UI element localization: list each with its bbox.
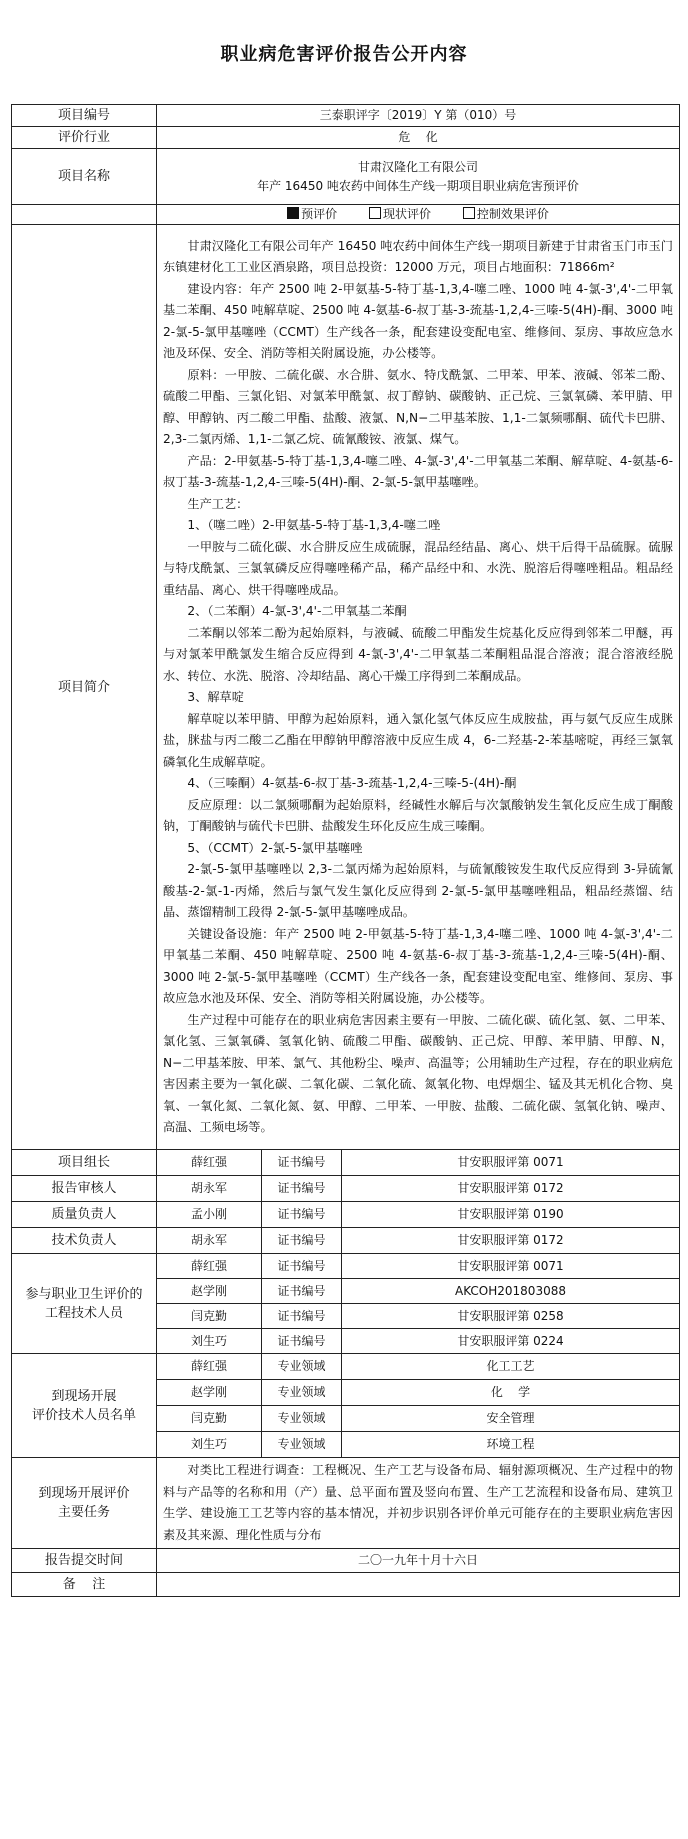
remarks-value [157,1573,680,1597]
cert-label: 证书编号 [262,1254,342,1279]
tech-name: 胡永军 [157,1228,262,1254]
industry-value: 危 化 [157,127,680,149]
participant-cert: AKCOH201803088 [342,1279,680,1304]
field-label: 专业领域 [262,1432,342,1458]
intro-label: 项目简介 [12,225,157,1150]
intro-paragraph: 一甲胺与二硫化碳、水合肼反应生成硫脲，混品经结晶、离心、烘干后得干品硫脲。硫脲与特戊酰氯、三氯氧磷反应得噻唑稀产品，稀产品经中和、水洗、脱溶后得噻唑粗品。粗品经重结晶、离心、烘干得噻唑成品。 [163,539,673,597]
leader-cert: 甘安职服评第 0071 [342,1150,680,1176]
submit-date: 二〇一九年十月十六日 [157,1549,680,1573]
field-label: 专业领域 [262,1354,342,1380]
checkbox-empty-icon [369,207,381,219]
onsite-label: 到现场开展 评价技术人员名单 [12,1354,157,1458]
intro-paragraph: 2-氯-5-氯甲基噻唑以 2,3-二氯丙烯为起始原料，与硫氰酸铵发生取代反应得到 3-异硫氰酸基-2-氯-1-丙烯，然后与氯气发生氯化反应得到 2-氯-5-氯甲基噻唑粗品，粗品经蒸馏、结晶、蒸馏精制工段得 2-氯-5-氯甲基噻唑成品。 [163,862,673,919]
intro-paragraph: 原料：一甲胺、二硫化碳、水合肼、氨水、特戊酰氯、二甲苯、甲苯、液碱、邻苯二酚、硫酸二甲酯、三氯化铝、对氯苯甲酰氯、叔丁醇钠、碳酸钠、正己烷、三氯氧磷、苯甲腈、甲醇、甲醇钠、丙二酸二甲酯、盐酸、液氯、N,N−二甲基苯胺、1,1-二氯频哪酮、硫代卡巴肼、2,3-二氯丙烯、1,1-二氯乙烷、硫氰酸铵、液氯、煤气。 [163,367,673,446]
intro-paragraph: 4、（三嗪酮）4-氨基-6-叔丁基-3-巯基-1,2,4-三嗪-5-(4H)-酮 [187,776,517,790]
onsite-name: 薛红强 [157,1354,262,1380]
row-tasks [12,1458,680,1549]
onsite-field: 化 学 [342,1380,680,1406]
reviewer-cert: 甘安职服评第 0172 [342,1176,680,1202]
project-no-label: 项目编号 [12,105,157,127]
row-project-name [12,149,680,205]
tasks-label: 到现场开展评价 主要任务 [12,1458,157,1549]
checkbox-control-eval[interactable]: 控制效果评价 [463,205,549,224]
industry-label: 评价行业 [12,127,157,149]
participants-label: 参与职业卫生评价的 工程技术人员 [12,1254,157,1354]
intro-paragraph: 3、解草啶 [187,690,244,704]
cert-label: 证书编号 [262,1150,342,1176]
onsite-field: 化工工艺 [342,1354,680,1380]
intro-paragraph: 反应原理：以二氯频哪酮为起始原料，经碱性水解后与次氯酸钠发生氧化反应生成丁酮酸钠，丁酮酸钠与硫代卡巴肼、盐酸发生环化反应生成三嗪酮。 [163,797,673,833]
intro-paragraph: 1、（噻二唑）2-甲氨基-5-特丁基-1,3,4-噻二唑 [187,518,441,532]
row-submit [12,1549,680,1573]
row-remarks [12,1573,680,1597]
submit-label: 报告提交时间 [12,1549,157,1573]
intro-paragraph: 关键设备设施：年产 2500 吨 2-甲氨基-5-特丁基-1,3,4-噻二唑、1000 吨 4-氯-3',4'-二甲氧基二苯酮、450 吨解草啶、2500 吨 4-氨基-6-叔丁基-3-巯基-1,2,4-三嗪-5(4H)-酮、3000 吨 2-氯-5-氯甲基噻唑（CCMT）生产线各一条，配套建设变配电室、维修间、泵房、事故应急水池及环保、安全、消防等相关附属设施，办公楼等。 [163,926,673,1005]
row-project-no [12,105,680,127]
intro-paragraph: 生产工艺： [187,496,249,511]
intro-paragraph: 二苯酮以邻苯二酚为起始原料，与液碱、硫酸二甲酯发生烷基化反应得到邻苯二甲醚，再与对氯苯甲酰氯发生缩合反应得到 4-氯-3',4'-二甲氧基二苯酮粗品混合溶液；混合溶液经脱水、转位、水洗、脱溶、冷却结晶、离心干燥工序得到二苯酮成品。 [163,625,673,683]
quality-label: 质量负责人 [12,1202,157,1228]
participant-cert: 甘安职服评第 0258 [342,1304,680,1329]
row-onsite [12,1354,680,1380]
row-industry [12,127,680,149]
leader-label: 项目组长 [12,1150,157,1176]
checkbox-status-eval[interactable]: 现状评价 [369,205,431,224]
participant-name: 薛红强 [157,1254,262,1279]
tasks-text: 对类比工程进行调查：工程概况、生产工艺与设备布局、辐射源项概况、生产过程中的物料与产品等的名称和用（产）量、总平面布置及竖向布置、生产工艺流程和设备布局、建筑卫生学、建设施工工艺等内容的基本情况，并初步识别各评价单元可能存在的主要职业病危害因素及其来源、理化性质与分布 [157,1458,680,1549]
project-name-cell [157,149,680,205]
row-quality [12,1202,680,1228]
onsite-name: 刘生巧 [157,1432,262,1458]
participant-cert: 甘安职服评第 0224 [342,1329,680,1354]
reviewer-label: 报告审核人 [12,1176,157,1202]
intro-paragraph: 5、（CCMT）2-氯-5-氯甲基噻唑 [187,840,363,855]
cert-label: 证书编号 [262,1329,342,1354]
cert-label: 证书编号 [262,1304,342,1329]
quality-name: 孟小刚 [157,1202,262,1228]
row-intro [12,225,680,1150]
quality-cert: 甘安职服评第 0190 [342,1202,680,1228]
cert-label: 证书编号 [262,1202,342,1228]
checkbox-pre-eval[interactable]: 预评价 [287,205,337,224]
project-name-label: 项目名称 [12,149,157,205]
company-name: 甘肃汉隆化工有限公司 [357,159,478,174]
participant-name: 闫克勤 [157,1304,262,1329]
field-label: 专业领域 [262,1406,342,1432]
participant-name: 刘生巧 [157,1329,262,1354]
row-participant [12,1254,680,1279]
eval-type-options [157,205,680,225]
checkbox-empty-icon [463,207,475,219]
intro-paragraph: 产品：2-甲氨基-5-特丁基-1,3,4-噻二唑、4-氯-3',4'-二甲氧基二苯酮、解草啶、4-氨基-6-叔丁基-3-巯基-1,2,4-三嗪-5(4H)-酮、2-氯-5-氯甲基噻唑。 [163,453,673,489]
cert-label: 证书编号 [262,1279,342,1304]
tech-label: 技术负责人 [12,1228,157,1254]
row-reviewer [12,1176,680,1202]
cert-label: 证书编号 [262,1228,342,1254]
row-leader [12,1150,680,1176]
leader-name: 薛红强 [157,1150,262,1176]
report-table [11,104,680,1597]
project-name: 年产 16450 吨农药中间体生产线一期项目职业病危害预评价 [257,178,579,193]
intro-paragraph: 生产过程中可能存在的职业病危害因素主要有一甲胺、二硫化碳、硫化氢、氨、二甲苯、氯化氢、三氯氧磷、氢氧化钠、硫酸二甲酯、碳酸钠、正己烷、甲醇、苯甲腈、甲醇、N，N−二甲基苯胺、甲苯、氯气、其他粉尘、噪声、高温等；公用辅助生产过程，存在的职业病危害因素主要为一氧化碳、二氧化碳、二氧化硫、氮氧化物、电焊烟尘、锰及其无机化合物、臭氧、一氧化氮、二氧化氮、氨、甲醇、二甲苯、一甲胺、盐酸、二硫化碳、氢氧化钠、噪声、高温、工频电场等。 [163,1012,673,1134]
tech-cert: 甘安职服评第 0172 [342,1228,680,1254]
intro-content [157,225,680,1150]
project-no-value: 三泰职评字〔2019〕Y 第（010）号 [157,105,680,127]
reviewer-name: 胡永军 [157,1176,262,1202]
checkbox-checked-icon [287,207,299,219]
intro-paragraph: 2、（二苯酮）4-氯-3',4'-二甲氧基二苯酮 [187,604,407,618]
remarks-label: 备 注 [12,1573,157,1597]
onsite-name: 赵学刚 [157,1380,262,1406]
onsite-field: 环境工程 [342,1432,680,1458]
page-title: 职业病危害评价报告公开内容 [220,44,468,65]
field-label: 专业领域 [262,1380,342,1406]
cert-label: 证书编号 [262,1176,342,1202]
row-tech [12,1228,680,1254]
row-eval-type [12,205,680,225]
intro-paragraph: 建设内容：年产 2500 吨 2-甲氨基-5-特丁基-1,3,4-噻二唑、1000 吨 4-氯-3',4'-二甲氧基二苯酮、450 吨解草啶、2500 吨 4-氨基-6-叔丁基-3-巯基-1,2,4-三嗪-5(4H)-酮、3000 吨 2-氯-5-氯甲基噻唑（CCMT）生产线各一条，配套建设变配电室、维修间、泵房、事故应急水池及环保、安全、消防等相关附属设施，办公楼等。 [163,281,673,360]
intro-paragraph: 甘肃汉隆化工有限公司年产 16450 吨农药中间体生产线一期项目新建于甘肃省玉门市玉门东镇建材化工工业区酒泉路，项目总投资：12000 万元，项目占地面积：71866m² [163,238,673,274]
participant-cert: 甘安职服评第 0071 [342,1254,680,1279]
participant-name: 赵学刚 [157,1279,262,1304]
intro-paragraph: 解草啶以苯甲腈、甲醇为起始原料，通入氯化氢气体反应生成胺盐，再与氨气反应生成脒盐，脒盐与丙二酸二乙酯在甲醇钠甲醇溶液中反应生成 4，6-二羟基-2-苯基嘧啶，再经三氯氧磷氧化生成解草啶。 [163,711,673,769]
onsite-name: 闫克勤 [157,1406,262,1432]
onsite-field: 安全管理 [342,1406,680,1432]
